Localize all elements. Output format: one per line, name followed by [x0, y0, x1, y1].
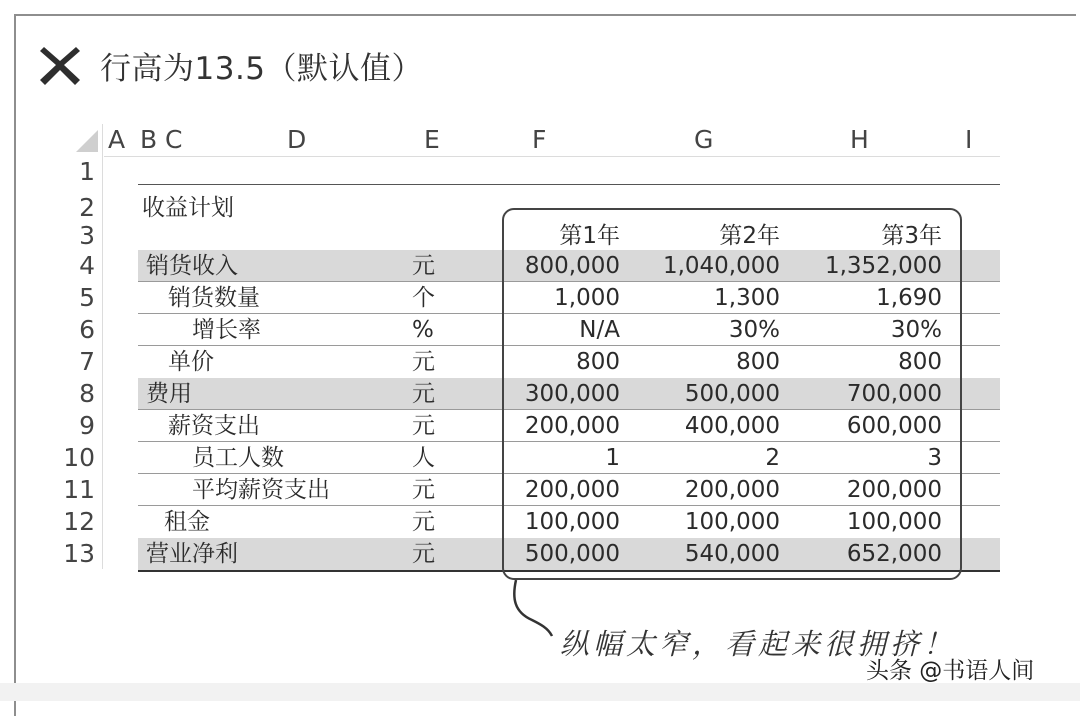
- row-number[interactable]: 2: [79, 193, 95, 222]
- row-number[interactable]: 6: [79, 315, 95, 344]
- year-header[interactable]: 第3年: [881, 223, 942, 249]
- col-header-i[interactable]: I: [965, 125, 973, 154]
- row-number[interactable]: 11: [63, 475, 95, 504]
- row-unit[interactable]: 元: [412, 541, 435, 567]
- cell-value[interactable]: 500,000: [524, 541, 620, 567]
- cell-value[interactable]: 200,000: [846, 477, 942, 503]
- cell-value[interactable]: 500,000: [684, 381, 780, 407]
- row-label[interactable]: 增长率: [192, 317, 261, 343]
- cell-value[interactable]: 1,000: [554, 285, 620, 311]
- col-header-d[interactable]: D: [287, 125, 307, 154]
- cell-value[interactable]: 1,040,000: [662, 253, 780, 279]
- row-number[interactable]: 8: [79, 379, 95, 408]
- row-unit[interactable]: 个: [412, 285, 435, 311]
- row-number[interactable]: 1: [79, 157, 95, 186]
- cell-value[interactable]: 1,300: [714, 285, 780, 311]
- col-header-g[interactable]: G: [694, 125, 714, 154]
- row-unit[interactable]: 元: [412, 413, 435, 439]
- year-header[interactable]: 第2年: [719, 223, 780, 249]
- row-unit[interactable]: %: [412, 317, 434, 343]
- row-unit[interactable]: 元: [412, 477, 435, 503]
- row-label[interactable]: 租金: [164, 509, 210, 535]
- col-header-f[interactable]: F: [532, 125, 547, 154]
- handwritten-note: 纵幅太窄，看起来很拥挤！: [560, 627, 957, 661]
- cell-value[interactable]: 100,000: [524, 509, 620, 535]
- cell-value[interactable]: 800,000: [524, 253, 620, 279]
- page-title: 行高为13.5（默认值）: [100, 50, 424, 87]
- cell-value[interactable]: 100,000: [684, 509, 780, 535]
- cell-value[interactable]: 400,000: [684, 413, 780, 439]
- cell-value[interactable]: 1: [605, 445, 620, 471]
- row-number[interactable]: 13: [63, 539, 95, 568]
- cell-value[interactable]: 300,000: [524, 381, 620, 407]
- row-label[interactable]: 平均薪资支出: [192, 477, 330, 503]
- row-label[interactable]: 员工人数: [192, 445, 284, 471]
- cell-value[interactable]: 30%: [728, 317, 780, 343]
- row-label[interactable]: 销货收入: [146, 253, 238, 279]
- row-label[interactable]: 薪资支出: [168, 413, 260, 439]
- cell-value[interactable]: 800: [576, 349, 620, 375]
- col-header-c[interactable]: C: [165, 125, 183, 154]
- watermark: 头条 @书语人间: [866, 658, 1035, 684]
- row-unit[interactable]: 元: [412, 253, 435, 279]
- cell-value[interactable]: 1,690: [876, 285, 942, 311]
- row-number[interactable]: 9: [79, 411, 95, 440]
- cell-value[interactable]: 540,000: [684, 541, 780, 567]
- cell-value[interactable]: N/A: [579, 317, 620, 343]
- row-number[interactable]: 12: [63, 507, 95, 536]
- cell-value[interactable]: 200,000: [524, 413, 620, 439]
- cell-value[interactable]: 800: [736, 349, 780, 375]
- cell-value[interactable]: 1,352,000: [824, 253, 942, 279]
- cell-value[interactable]: 200,000: [684, 477, 780, 503]
- row-number[interactable]: 3: [79, 221, 95, 250]
- row-unit[interactable]: 元: [412, 381, 435, 407]
- row-label[interactable]: 销货数量: [168, 285, 260, 311]
- row-number[interactable]: 7: [79, 347, 95, 376]
- cell-value[interactable]: 3: [927, 445, 942, 471]
- row-unit[interactable]: 人: [412, 445, 435, 471]
- row-number[interactable]: 10: [63, 443, 95, 472]
- col-header-e[interactable]: E: [424, 125, 440, 154]
- row-number[interactable]: 5: [79, 283, 95, 312]
- row-number[interactable]: 4: [79, 251, 95, 280]
- cell-value[interactable]: 700,000: [846, 381, 942, 407]
- row-label[interactable]: 费用: [146, 381, 192, 407]
- col-header-b[interactable]: B: [140, 125, 158, 154]
- row-label[interactable]: 营业净利: [146, 541, 238, 567]
- cell-value[interactable]: 2: [765, 445, 780, 471]
- row-unit[interactable]: 元: [412, 349, 435, 375]
- cell-value[interactable]: 30%: [890, 317, 942, 343]
- cell-value[interactable]: 800: [898, 349, 942, 375]
- cell-value[interactable]: 200,000: [524, 477, 620, 503]
- row-unit[interactable]: 元: [412, 509, 435, 535]
- cell-value[interactable]: 652,000: [846, 541, 942, 567]
- sheet-title[interactable]: 收益计划: [142, 195, 234, 221]
- col-header-h[interactable]: H: [850, 125, 869, 154]
- col-header-a[interactable]: A: [108, 125, 126, 154]
- cell-value[interactable]: 100,000: [846, 509, 942, 535]
- cell-value[interactable]: 600,000: [846, 413, 942, 439]
- year-header[interactable]: 第1年: [559, 223, 620, 249]
- row-label[interactable]: 单价: [168, 349, 214, 375]
